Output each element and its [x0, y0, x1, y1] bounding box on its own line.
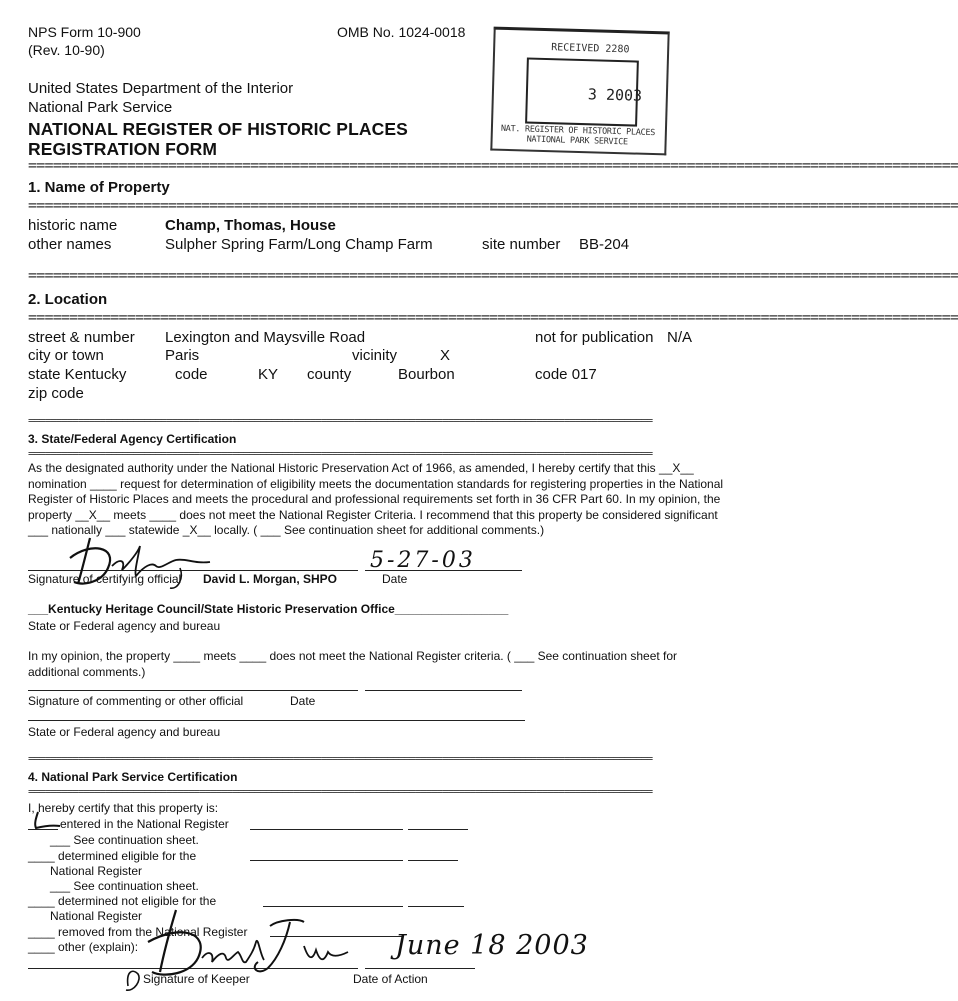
stamp-received: RECEIVED 2280 [551, 42, 630, 56]
section3-heading: 3. State/Federal Agency Certification [28, 432, 237, 446]
county-value: Bourbon [398, 366, 455, 383]
nps-item-entered: entered in the National Register [60, 817, 229, 831]
stamp-line1: NAT. REGISTER OF HISTORIC PLACES [500, 123, 656, 139]
commenting-date-label: Date [290, 694, 316, 708]
action-date-label: Date of Action [353, 972, 428, 986]
state-label: state Kentucky [28, 366, 127, 383]
commenting-signature-label: Signature of commenting or other official [28, 694, 244, 708]
city-value: Paris [165, 347, 200, 364]
entered-blank [28, 829, 58, 830]
separator-s2: ================================================================================================================= [28, 308, 958, 326]
site-number-label: site number [482, 236, 561, 253]
agency-label: State or Federal agency and bureau [28, 619, 221, 633]
section2-heading: 2. Location [28, 291, 108, 308]
agency-name: ___Kentucky Heritage Council/State Historic Preservation Office_________________ [28, 602, 509, 616]
eligible-sig-line [250, 860, 403, 861]
nps-certify-statement: I, hereby certify that this property is: [28, 801, 219, 815]
nps-item-not-eligible: ____ determined not eligible for the [28, 894, 217, 908]
agency-label-2: State or Federal agency and bureau [28, 725, 221, 739]
other-names-value: Sulpher Spring Farm/Long Champ Farm [165, 236, 433, 253]
eligible-date-line [408, 860, 458, 861]
nps-item-determined-eligible: ____ determined eligible for the [28, 849, 197, 863]
certifying-date-handwritten: 5-27-03 [370, 548, 476, 573]
omb-number: OMB No. 1024-0018 [337, 24, 466, 40]
nps-item-national-register-2: National Register [50, 909, 143, 923]
nps-item-removed: ____ removed from the National Register [28, 925, 248, 939]
certifying-signature-label: Signature of certifying official [28, 572, 182, 586]
section1-heading: 1. Name of Property [28, 179, 170, 196]
stamp-line2: NATIONAL PARK SERVICE [526, 134, 628, 148]
nfp-value: N/A [667, 329, 693, 346]
separator-s3-end: ================================================================================================================= [28, 752, 653, 765]
opinion-paragraph: In my opinion, the property ____ meets ____ does not meet the National Register criteria. ( ___ See continuation sheet for additional comments.) [28, 649, 678, 679]
city-label: city or town [28, 347, 104, 364]
service-name: National Park Service [28, 99, 173, 116]
nps-item-see-continuation-1: ___ See continuation sheet. [50, 833, 199, 847]
form-number: NPS Form 10-900 [28, 24, 141, 40]
action-date-line [365, 968, 475, 969]
nps-item-other: ____ other (explain): [28, 940, 139, 954]
vicinity-value: X [440, 347, 451, 364]
nps-item-national-register-1: National Register [50, 864, 143, 878]
separator-s4: ================================================================================================================= [28, 785, 653, 798]
certifying-date-label: Date [382, 572, 408, 586]
entered-sig-line [250, 829, 403, 830]
received-stamp [490, 27, 669, 156]
form-title-line2: REGISTRATION FORM [28, 139, 218, 159]
zip-label: zip code [28, 385, 84, 402]
commenting-date-line [365, 690, 522, 691]
stamp-date: 3 2003 [587, 85, 643, 105]
keeper-signature-label: Signature of Keeper [143, 972, 250, 986]
agency-line-2 [28, 720, 525, 721]
action-date-handwritten: June 18 2003 [395, 930, 589, 961]
street-value: Lexington and Maysville Road [165, 329, 366, 346]
historic-name-label: historic name [28, 217, 118, 234]
not-eligible-date-line [408, 906, 464, 907]
section4-heading: 4. National Park Service Certification [28, 770, 238, 784]
certifying-official-name: David L. Morgan, SHPO [203, 572, 338, 586]
state-code-label: code [175, 366, 208, 383]
nfp-label: not for publication [535, 329, 654, 346]
other-names-label: other names [28, 236, 112, 253]
site-number-value: BB-204 [579, 236, 630, 253]
certification-paragraph: As the designated authority under the National Historic Preservation Act of 1966, as amended, I hereby certify that this __X__ nomination ____ request for determination of eligibility meets the documentation standards for registering properties in the National Register of Historic Places and meets the procedural and professional requirements set forth in 36 CFR Part 60. In my opinion, the property __X__ meets ____ does not meet the National Register Criteria. I recommend that this property be considered significant ___ nationally ___ statewide _X__ locally. ( ___ See continuation sheet for additional comments.) [28, 461, 724, 538]
separator-s2-end: ================================================================================================================= [28, 414, 653, 427]
separator-header: ================================================================================================================= [28, 156, 958, 174]
separator-s1: ================================================================================================================= [28, 196, 958, 214]
county-label: county [307, 366, 352, 383]
street-label: street & number [28, 329, 135, 346]
entered-date-line [408, 829, 468, 830]
nps-item-see-continuation-2: ___ See continuation sheet. [50, 879, 199, 893]
separator-s3: ================================================================================================================= [28, 447, 653, 460]
separator-s1-end: ================================================================================================================= [28, 266, 958, 284]
form-title-line1: NATIONAL REGISTER OF HISTORIC PLACES [28, 119, 408, 139]
form-revision: (Rev. 10-90) [28, 42, 105, 58]
commenting-signature-line [28, 690, 358, 691]
county-code: code 017 [535, 366, 597, 383]
department-name: United States Department of the Interior [28, 80, 294, 97]
vicinity-label: vicinity [352, 347, 398, 364]
historic-name-value: Champ, Thomas, House [165, 217, 336, 234]
state-code-value: KY [258, 366, 279, 383]
